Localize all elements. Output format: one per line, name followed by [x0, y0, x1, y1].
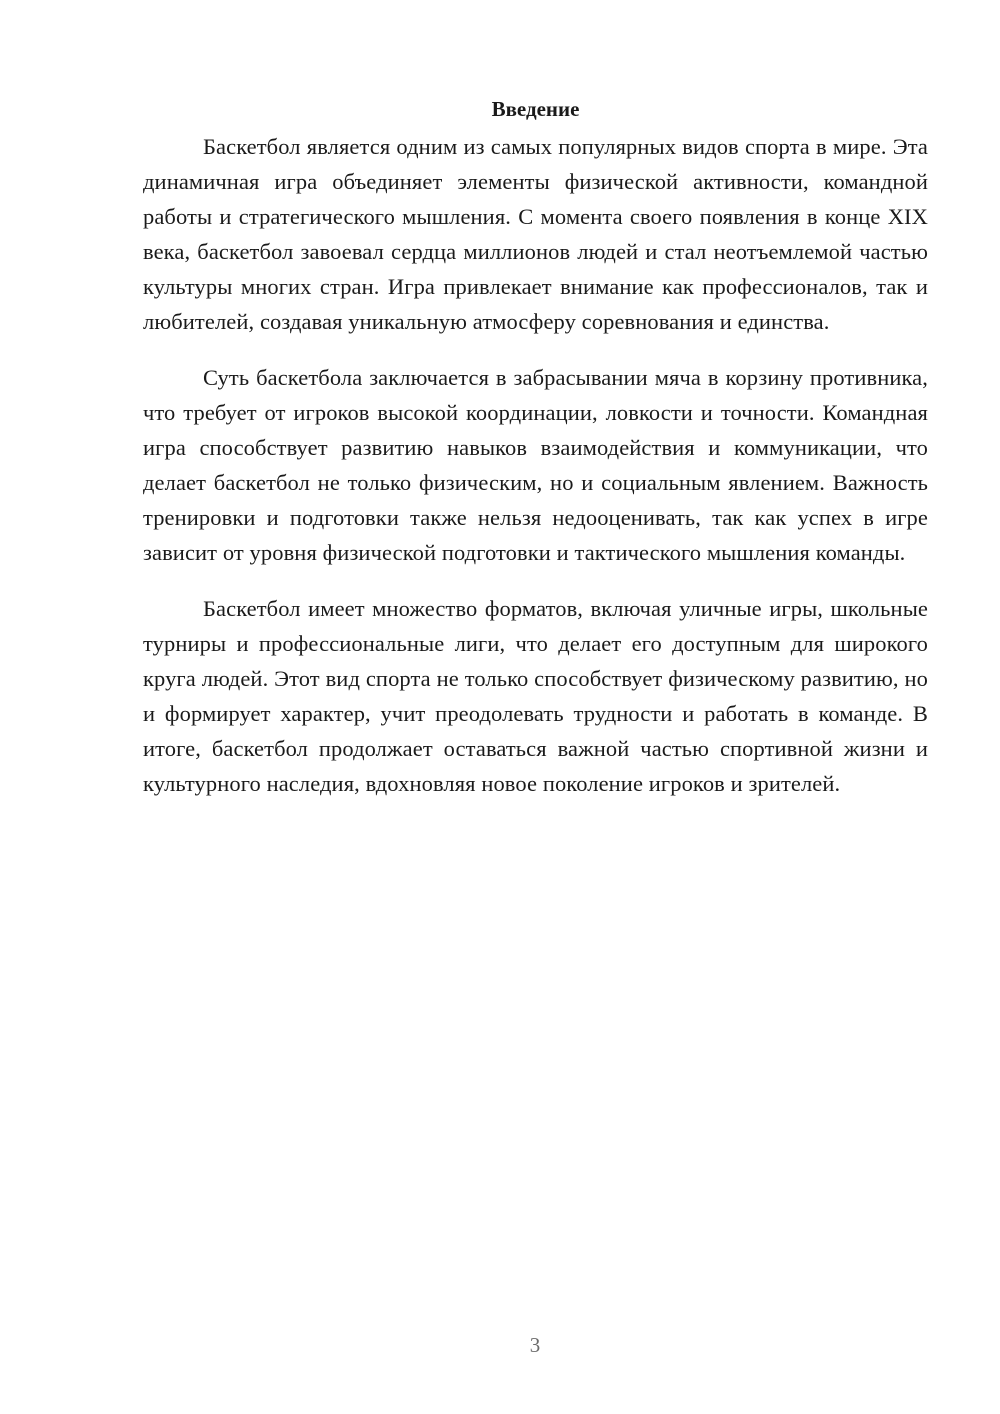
paragraph-2: Суть баскетбола заключается в забрасывании мяча в корзину противника, что требует от игроков высокой координации, ловкости и точности. Командная игра способствует развитию навыков взаимодействия и коммуникации, что делает баскетбол не только физическим, но и социальным явлением. Важность тренировки и подготовки также нельзя недооценивать, так как успех в игре зависит от уровня физической подготовки и тактического мышления команды. — [143, 365, 928, 565]
section-title: Введение — [491, 97, 580, 121]
paragraph-3: Баскетбол имеет множество форматов, включая уличные игры, школьные турниры и профессиональные лиги, что делает его доступным для широкого круга людей. Этот вид спорта не только способствует физическому развитию, но и формирует характер, учит преодолевать трудности и работать в команде. В итоге, баскетбол продолжает оставаться важной частью спортивной жизни и культурного наследия, вдохновляя новое поколение игроков и зрителей. — [143, 596, 928, 796]
page-number: 3 — [529, 1333, 541, 1357]
paragraph-1: Баскетбол является одним из самых популярных видов спорта в мире. Эта динамичная игра объединяет элементы физической активности, командной работы и стратегического мышления. С момента своего появления в конце XIX века, баскетбол завоевал сердца миллионов людей и стал неотъемлемой частью культуры многих стран. Игра привлекает внимание как профессионалов, так и любителей, создавая уникальную атмосферу соревнования и единства. — [143, 134, 928, 334]
page-content — [143, 92, 928, 822]
